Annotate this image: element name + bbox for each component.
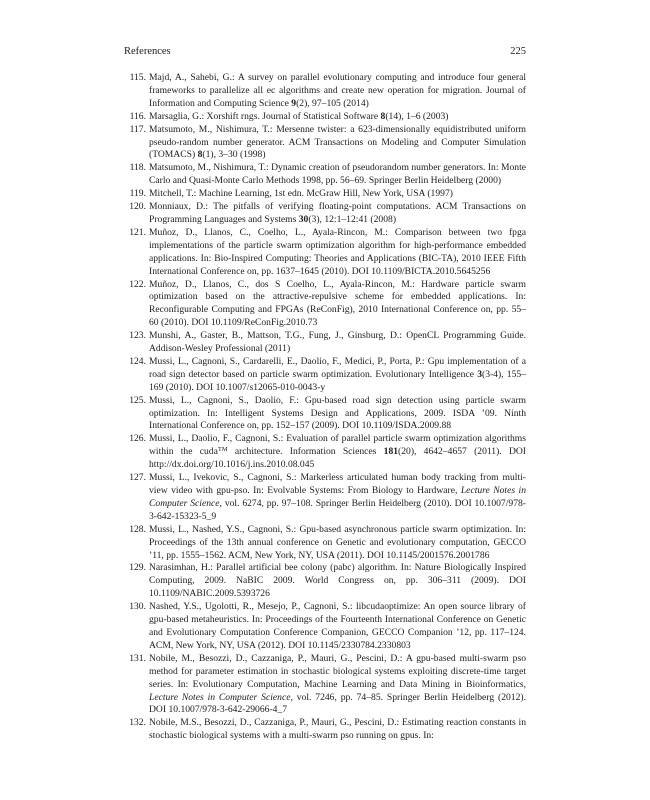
reference-text: (14), 1–6 (2003) bbox=[385, 110, 449, 122]
reference-number: 118. bbox=[129, 162, 146, 174]
reference-entry bbox=[124, 717, 526, 743]
reference-list bbox=[124, 72, 526, 743]
volume-number: 8 bbox=[197, 149, 203, 161]
reference-entry bbox=[124, 188, 526, 201]
reference-text: , vol. 7246, pp. 74–85. Springer Berlin Heidelberg (2012). DOI 10.1007/978-3-642-29066-4_7 bbox=[149, 691, 526, 716]
reference-text: Nobile, M., Besozzi, D., Cazzaniga, P., Mauri, G., Pescini, D.: A gpu-based multi-swarm pso method for parameter estimation in stochastic biological systems exploiting discrete-time target series. In: Evolutionary Computation, Machine Learning and Data Mining in Bioinformatics, bbox=[149, 652, 526, 690]
reference-text: (3-4), 155–169 (2010). DOI 10.1007/s12065-010-0043-y bbox=[149, 368, 526, 393]
reference-text: (20), 4642–4657 (2011). DOI http://dx.doi.org/10.1016/j.ins.2010.08.045 bbox=[149, 446, 526, 471]
reference-text: Mussi, L., Cagnoni, S., Cardarelli, E., Daolio, F., Medici, P., Porta, P.: Gpu implementation of a road sign detector based on particle swarm optimization. Evolutionary Intelligence bbox=[149, 355, 526, 380]
series-title: Lecture Notes in Computer Science bbox=[149, 485, 527, 509]
reference-text: Narasimhan, H.: Parallel artificial bee colony (pabc) algorithm. In: Nature Biologically Inspired Computing, 2009. NaBIC 2009. World Congress on, pp. 306–311 (2009). DOI 10.1109/NABIC.2009.5393726 bbox=[149, 562, 526, 600]
volume-number: 8 bbox=[380, 110, 386, 122]
volume-number: 181 bbox=[383, 446, 399, 458]
volume-number: 30 bbox=[298, 213, 309, 225]
reference-number: 120. bbox=[129, 201, 146, 213]
reference-number: 128. bbox=[129, 523, 146, 535]
reference-entry bbox=[124, 72, 526, 111]
reference-text: Matsumoto, M., Nishimura, T.: Mersenne twister: a 623-dimensionally equidistributed uniform pseudo-random number generator. ACM Transactions on Modeling and Computer Simulation (TOMACS) bbox=[149, 123, 526, 161]
trademark-superscript: TM bbox=[217, 446, 228, 454]
reference-text: Muñoz, D., Llanos, C., Coelho, L., Ayala-Rincon, M.: Comparison between two fpga implementations of the particle swarm optimization algorithm for high-performance embedded applications. In: Bio-Inspired Computing: Theories and Applications (BIC-TA), 2010 IEEE Fifth International Conference on, pp. 1637–1645 (2010). DOI 10.1109/BICTA.2010.5645256 bbox=[149, 226, 526, 277]
reference-entry bbox=[124, 524, 526, 563]
reference-text: Majd, A., Sahebi, G.: A survey on parallel evolutionary computing and introduce four general frameworks to parallelize all ec algorithms and create new operation for migration. Journal of Information and Computing Science bbox=[149, 72, 526, 109]
reference-text: Mussi, L., Ivekovic, S., Cagnoni, S.: Markerless articulated human body tracking from multi-view video with gpu-pso. In: Evolvable Systems: From Biology to Hardware, bbox=[149, 472, 526, 496]
section-title: References bbox=[124, 46, 171, 57]
reference-entry bbox=[124, 433, 526, 472]
reference-entry bbox=[124, 356, 526, 395]
reference-text: Marsaglia, G.: Xorshift rngs. Journal of Statistical Software bbox=[149, 110, 381, 122]
reference-number: 121. bbox=[129, 226, 146, 238]
volume-number: 9 bbox=[291, 97, 297, 109]
reference-text: Monniaux, D.: The pitfalls of verifying floating-point computations. ACM Transactions on Programming Languages and Systems bbox=[149, 201, 526, 225]
running-header bbox=[124, 45, 526, 59]
reference-text: Nobile, M.S., Besozzi, D., Cazzaniga, P., Mauri, G., Pescini, D.: Estimating reaction constants in stochastic biological systems with a multi-swarm pso running on gpus. In: bbox=[149, 717, 526, 742]
reference-entry bbox=[124, 472, 526, 524]
volume-number: 3 bbox=[477, 368, 482, 380]
reference-text: architecture. Information Sciences bbox=[227, 446, 384, 458]
reference-entry bbox=[124, 395, 526, 434]
reference-text: (1), 3–30 (1998) bbox=[202, 149, 266, 161]
reference-entry bbox=[124, 162, 526, 188]
reference-number: 127. bbox=[129, 472, 146, 484]
reference-number: 122. bbox=[129, 278, 146, 290]
reference-number: 117. bbox=[129, 123, 146, 135]
reference-entry bbox=[124, 279, 526, 331]
reference-number: 125. bbox=[129, 394, 146, 406]
reference-entry bbox=[124, 330, 526, 356]
reference-number: 119. bbox=[129, 188, 146, 200]
reference-number: 132. bbox=[129, 717, 146, 729]
reference-text: Matsumoto, M., Nishimura, T.: Dynamic creation of pseudorandom number generators. In: Monte Carlo and Quasi-Monte Carlo Methods 1998, pp. 56–69. Springer Berlin Heidelberg (2000) bbox=[149, 162, 526, 187]
reference-text: Mussi, L., Nashed, Y.S., Cagnoni, S.: Gpu-based asynchronous particle swarm optimization. In: Proceedings of the 13th annual conference on Genetic and evolutionary computation, GECCO ’11, pp. 1555–1562. ACM, New York, NY, USA (2011). DOI 10.1145/2001576.2001786 bbox=[149, 523, 526, 561]
series-title: Lecture Notes in Computer Science bbox=[149, 691, 291, 703]
reference-text: Mussi, L., Cagnoni, S., Daolio, F.: Gpu-based road sign detection using particle swarm optimization. In: Intelligent Systems Design and Applications, 2009. ISDA ’09. Ninth International Conference on, pp. 152–157 (2009). DOI 10.1109/ISDA.2009.88 bbox=[149, 394, 526, 432]
reference-entry bbox=[124, 111, 526, 124]
reference-number: 115. bbox=[129, 72, 146, 83]
reference-text: Mitchell, T.: Machine Learning, 1st edn. McGraw Hill, New York, USA (1997) bbox=[149, 188, 453, 200]
reference-entry bbox=[124, 124, 526, 163]
reference-text: Muñoz, D., Llanos, C., dos S Coelho, L., Ayala-Rincon, M.: Hardware particle swarm optimization based on the attractive-repulsive scheme for embedded applications. In: Reconfigurable Computing and FPGAs (ReConFig), 2010 International Conference on, pp. 55–60 (2010). DOI 10.1109/ReConFig.2010.73 bbox=[149, 278, 526, 329]
reference-number: 126. bbox=[129, 433, 146, 445]
reference-entry bbox=[124, 201, 526, 227]
reference-text: (3), 12:1–12:41 (2008) bbox=[308, 213, 397, 225]
reference-entry bbox=[124, 653, 526, 718]
reference-text: (2), 97–105 (2014) bbox=[296, 97, 369, 109]
reference-number: 124. bbox=[129, 355, 146, 367]
reference-text: Nashed, Y.S., Ugolotti, R., Mesejo, P., Cagnoni, S.: libcudaoptimize: An open source library of gpu-based metaheuristics. In: Proceedings of the Fourteenth International Conference on Genetic and Evolutionary Computation Conference Companion, GECCO Companion ’12, pp. 117–124. ACM, New York, NY, USA (2012). DOI 10.1145/2330784.2330803 bbox=[149, 601, 526, 651]
reference-entry bbox=[124, 227, 526, 279]
reference-number: 131. bbox=[129, 652, 146, 664]
page-number: 225 bbox=[510, 46, 526, 57]
reference-text: Mussi, L., Daolio, F., Cagnoni, S.: Evaluation of parallel particle swarm optimization algorithms within the cuda bbox=[149, 433, 526, 458]
reference-number: 129. bbox=[129, 562, 146, 574]
reference-entry bbox=[124, 562, 526, 601]
reference-number: 123. bbox=[129, 330, 146, 342]
reference-text: Munshi, A., Gaster, B., Mattson, T.G., Fung, J., Ginsburg, D.: OpenCL Programming Guide. Addison-Wesley Professional (2011) bbox=[149, 330, 526, 355]
reference-text: , vol. 6274, pp. 97–108. Springer Berlin Heidelberg (2010). DOI 10.1007/978-3-642-15323-5_9 bbox=[149, 497, 526, 522]
reference-number: 116. bbox=[129, 110, 146, 122]
reference-number: 130. bbox=[129, 601, 146, 613]
reference-entry bbox=[124, 601, 526, 653]
